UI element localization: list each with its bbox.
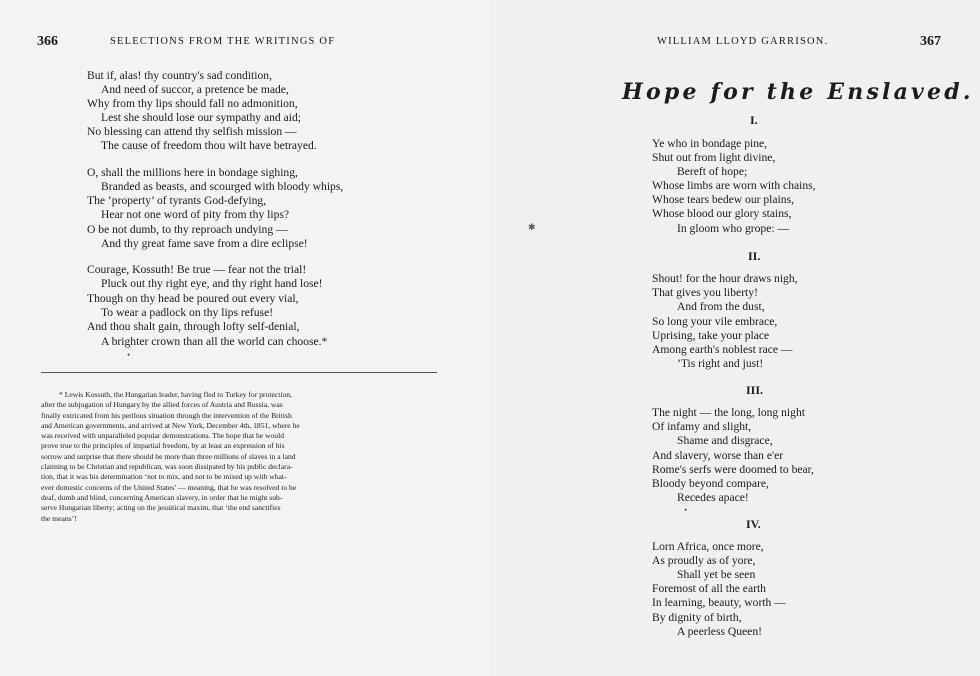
poem-line: No blessing can attend thy selfish mission — xyxy=(87,125,297,138)
print-speck: • xyxy=(684,505,688,515)
poem-line: And need of succor, a pretence be made, xyxy=(101,83,289,96)
poem-line: Whose blood our glory stains, xyxy=(652,207,792,220)
section-number: III. xyxy=(746,383,764,397)
poem-line: Rome's serfs were doomed to bear, xyxy=(652,463,814,476)
poem-line: O be not dumb, to thy reproach undying — xyxy=(87,223,288,236)
poem-title: Hope for the Enslaved. xyxy=(622,79,974,105)
footnote-rule xyxy=(41,372,437,373)
poem-line: Among earth's noblest race — xyxy=(652,343,793,356)
poem-line: A brighter crown than all the world can choose.* xyxy=(101,335,328,348)
poem-line: Ye who in bondage pine, xyxy=(652,137,768,150)
footnote-line: sorrow and surprise that there should be more than three millions of slaves in a land xyxy=(41,451,296,461)
poem-line: And slavery, worse than e'er xyxy=(652,449,784,462)
poem-line: Courage, Kossuth! Be true — fear not the trial! xyxy=(87,263,307,276)
footnote-line: tion, that it was his determination ‘not to mix, and not to be mixed up with what- xyxy=(41,472,287,482)
print-speck: ✱ xyxy=(528,222,536,232)
footnote-line: after the subjugation of Hungary by the allied forces of Austria and Russia, was xyxy=(41,400,283,410)
poem-line: That gives you liberty! xyxy=(652,286,758,299)
footnote-line: deaf, dumb and blind, concerning American slavery, in order that he might sub- xyxy=(41,492,283,502)
footnote-line: * Lewis Kossuth, the Hungarian leader, having fled to Turkey for protection, xyxy=(59,390,292,399)
footnote xyxy=(41,390,437,524)
poem-line: And thou shalt gain, through lofty self-denial, xyxy=(87,320,300,333)
section-number: I. xyxy=(750,113,758,127)
poem-line: The ‘property’ of tyrants God-defying, xyxy=(87,194,267,207)
footnote-line: claiming to be Christian and republican, was soon dissipated by his public declara- xyxy=(41,462,293,472)
poem-line: The night — the long, long night xyxy=(652,406,805,419)
poem-line: Bereft of hope; xyxy=(677,165,748,178)
poem-line: Bloody beyond compare, xyxy=(652,477,769,490)
poem-line: O, shall the millions here in bondage sighing, xyxy=(87,166,298,179)
running-head-right: WILLIAM LLOYD GARRISON. xyxy=(657,36,829,47)
poem-line: Whose limbs are worn with chains, xyxy=(652,179,816,192)
poem-line: To wear a padlock on thy lips refuse! xyxy=(101,306,274,319)
section-number: IV. xyxy=(746,517,761,531)
poem-line: In gloom who grope: — xyxy=(677,222,790,235)
poem-line: Though on thy head be poured out every vial, xyxy=(87,292,299,305)
poem-line: As proudly as of yore, xyxy=(652,554,756,567)
poem-line: Of infamy and slight, xyxy=(652,420,752,433)
poem-line: The cause of freedom thou wilt have betrayed. xyxy=(101,139,317,152)
footnote-line: finally extricated from his perilous situation through the intervention of the British xyxy=(41,410,292,420)
poem-line: Shall yet be seen xyxy=(677,568,756,581)
poem-line: Lest she should lose our sympathy and aid; xyxy=(101,111,301,124)
poem-line: Pluck out thy right eye, and thy right hand lose! xyxy=(101,277,323,290)
poem-line: Shout! for the hour draws nigh, xyxy=(652,272,798,285)
footnote-line: and American governments, and arrived at New York, December 4th, 1851, where he xyxy=(41,420,300,430)
running-head-left: SELECTIONS FROM THE WRITINGS OF xyxy=(110,36,336,47)
poem-line: Shut out from light divine, xyxy=(652,151,776,164)
print-speck: • xyxy=(127,350,131,360)
page-number-right: 367 xyxy=(920,34,941,49)
section-number: II. xyxy=(748,249,761,263)
poem-line: Hear not one word of pity from thy lips? xyxy=(101,208,290,221)
poem-line: So long your vile embrace, xyxy=(652,315,778,328)
poem-line: A peerless Queen! xyxy=(677,625,762,638)
footnote-line: prove true to the principles of impartial freedom, by at least an expression of his xyxy=(41,441,285,451)
poem-line: ’Tis right and just! xyxy=(677,357,764,370)
poem-line: And from the dust, xyxy=(677,300,765,313)
footnote-line: ever domestic concerns of the United States’ — meaning, that he was resolved to be xyxy=(41,482,297,492)
poem-line: Branded as beasts, and scourged with bloody whips, xyxy=(101,180,344,193)
poem-line: Foremost of all the earth xyxy=(652,582,766,595)
poem-line: And thy great fame save from a dire eclipse! xyxy=(101,237,308,250)
poem-line: Recedes apace! xyxy=(677,491,749,504)
poem-line: But if, alas! thy country's sad condition, xyxy=(87,69,272,82)
page-number-left: 366 xyxy=(37,34,58,49)
footnote-line: was received with unparalleled popular demonstrations. The hope that he would xyxy=(41,431,284,441)
poem-line: In learning, beauty, worth — xyxy=(652,596,786,609)
poem-line: By dignity of birth, xyxy=(652,611,742,624)
poem-line: Whose tears bedew our plains, xyxy=(652,193,794,206)
poem-line: Shame and disgrace, xyxy=(677,434,773,447)
poem-line: Why from thy lips should fall no admonition, xyxy=(87,97,298,110)
footnote-line: the means’! xyxy=(41,513,77,523)
poem-line: Uprising, take your place xyxy=(652,329,770,342)
footnote-line: serve Hungarian liberty; acting on the jesuitical maxim, that ‘the end sanctifies xyxy=(41,503,281,513)
poem-line: Lorn Africa, once more, xyxy=(652,540,764,553)
